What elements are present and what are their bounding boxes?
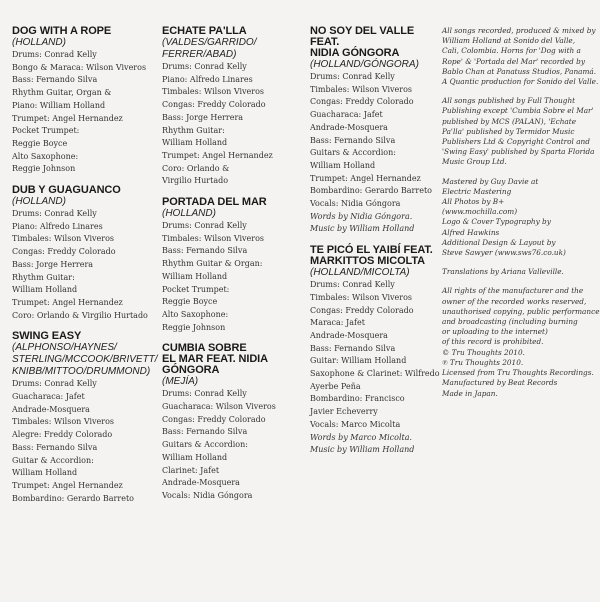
credit-line: Alegre: Freddy Colorado xyxy=(12,430,113,440)
credits-column-2 xyxy=(162,26,302,512)
credit-line: Guacharaca: Jafet xyxy=(12,392,85,402)
credit-line: Drums: Conrad Kelly xyxy=(12,379,97,389)
track-composer: (HOLLAND) xyxy=(12,37,66,48)
track-title: PORTADA DEL MAR xyxy=(162,196,267,209)
track-title: NO SOY DEL VALLE FEAT. xyxy=(310,25,415,48)
credit-line: Rhythm Guitar & Organ: xyxy=(162,259,263,269)
track-title: ECHATE PA'LLA xyxy=(162,25,247,37)
track-no-soy-del-valle xyxy=(310,26,436,236)
track-composer: FERRER/ABAD) xyxy=(162,49,237,60)
credit-line: Andrade-Mosquera xyxy=(310,330,388,340)
note-line: (www.mochilla.com) xyxy=(442,207,518,217)
credit-line: Congas: Freddy Colorado xyxy=(12,247,116,257)
credit-line: William Holland xyxy=(162,271,228,281)
track-title: CUMBIA SOBRE xyxy=(162,342,247,355)
note-line: Manufactured by Beat Records xyxy=(442,378,558,388)
credit-line: Bongo & Maraca: Wilson Viveros xyxy=(12,62,147,72)
note-line: Publishing except 'Cumbia Sobre el Mar' xyxy=(442,106,594,116)
credit-line: Bass: Fernando Silva xyxy=(12,75,98,85)
credit-line: Bombardino: Gerardo Barreto xyxy=(310,186,432,196)
credit-line: Trumpet: Angel Hernandez xyxy=(310,173,421,183)
rights-note xyxy=(442,286,598,398)
note-line: Steve Sawyer (www.sws76.co.uk) xyxy=(442,248,566,258)
note-line: All songs recorded, produced & mixed by xyxy=(442,26,596,35)
note-line: Pa'lla' published by Termidor Music xyxy=(442,126,575,136)
credit-line: Coro: Orlando & Virgilio Hurtado xyxy=(12,310,148,320)
note-line: of this record is prohibited. xyxy=(442,337,544,347)
note-line: unauthorised copying, public performance xyxy=(442,306,600,316)
track-portada-del-mar xyxy=(162,197,302,334)
credit-line: Drums: Conrad Kelly xyxy=(162,389,247,399)
credit-line: Bombardino: Gerardo Barreto xyxy=(12,493,134,503)
track-cumbia-sobre-el-mar xyxy=(162,343,302,502)
songwriting-credit: Words by Marco Micolta. xyxy=(310,432,413,442)
credit-line: Bass: Fernando Silva xyxy=(12,442,98,452)
credit-line: Guitar: William Holland xyxy=(310,356,407,366)
credit-line: Guitars & Accordion: xyxy=(310,148,396,158)
note-line: or uploading to the internet) xyxy=(442,327,548,337)
note-line: All rights of the manufacturer and the xyxy=(442,286,584,296)
credit-line: Guacharaca: Jafet xyxy=(310,110,383,120)
credit-line: Reggie Boyce xyxy=(12,138,68,148)
track-title: DUB Y GUAGUANCO xyxy=(12,184,121,197)
note-line: Additional Design & Layout by xyxy=(442,237,556,247)
credits-column-3 xyxy=(310,25,440,466)
credit-line: Pocket Trumpet: xyxy=(12,126,80,136)
credit-line: Bass: Fernando Silva xyxy=(310,343,396,353)
track-composer: (HOLLAND) xyxy=(12,196,66,208)
credit-line: Piano: Alfredo Linares xyxy=(162,74,253,84)
note-line: Translations by Ariana Valleville. xyxy=(442,267,564,277)
note-line: William Holland at Sonido del Valle, xyxy=(442,36,576,46)
credit-line: Guitar & Accordion: xyxy=(12,455,94,465)
credit-line: Guacharaca: Wilson Viveros xyxy=(162,402,276,412)
credit-line: William Holland xyxy=(162,138,228,148)
songwriting-credit: Music by William Holland xyxy=(310,224,415,234)
track-composer: (HOLLAND/GÓNGORA) xyxy=(310,59,419,70)
credit-line: Alto Saxophone: xyxy=(162,309,229,319)
track-te-pico-el-yaibi xyxy=(310,244,440,457)
note-line: Logo & Cover Typography by xyxy=(442,217,551,227)
production-notes-column xyxy=(442,26,598,408)
credit-line: Piano: William Holland xyxy=(12,100,106,110)
track-composer: (ALPHONSO/HAYNES/ xyxy=(12,342,117,354)
credit-line: Coro: Orlando & xyxy=(162,163,230,173)
track-title: DOG WITH A ROPE xyxy=(12,25,112,37)
credit-line: Virgilio Hurtado xyxy=(162,176,229,186)
credit-line: Drums: Conrad Kelly xyxy=(162,221,247,231)
credit-line: Ayerbe Peña xyxy=(310,381,361,391)
note-line: Publishers Ltd & Copyright Control and xyxy=(442,137,590,147)
credit-line: Maraca: Jafet xyxy=(310,318,365,328)
credit-line: Bass: Fernando Silva xyxy=(162,246,248,256)
credit-line: Rhythm Guitar: xyxy=(12,272,75,282)
credit-line: Bass: Fernando Silva xyxy=(162,427,248,437)
note-line: Music Group Ltd. xyxy=(442,157,507,167)
credit-line: Saxophone & Clarinet: Wilfredo xyxy=(310,369,440,379)
credit-line: Reggie Johnson xyxy=(162,322,226,332)
credit-line: William Holland xyxy=(310,160,376,170)
credit-line: Vocals: Nidia Góngora xyxy=(310,199,401,209)
credit-line: Drums: Conrad Kelly xyxy=(12,50,97,59)
note-line: All songs published by Full Thought xyxy=(442,96,576,106)
note-line: Electric Mastering xyxy=(442,186,512,196)
note-line: Cali, Colombia. Horns for 'Dog with a xyxy=(442,46,581,56)
note-line: published by MCS (PALAN), 'Echate xyxy=(442,116,577,126)
note-line: and broadcasting (including burning xyxy=(442,317,578,327)
publishing-note xyxy=(442,96,598,167)
credit-line: William Holland xyxy=(12,285,78,295)
track-echate-palla xyxy=(162,26,302,188)
credit-line: Trumpet: Angel Hernandez xyxy=(12,113,123,123)
credit-line: Rhythm Guitar, Organ & xyxy=(12,88,112,98)
credit-line: Rhythm Guitar: xyxy=(162,125,225,135)
note-line: 'Swing Easy' published by Sparta Florida xyxy=(442,147,595,157)
translations-note xyxy=(442,267,598,277)
credit-line: Timbales: Wilson Viveros xyxy=(12,417,115,427)
credit-line: William Holland xyxy=(162,452,228,462)
credit-line: Congas: Freddy Colorado xyxy=(310,97,414,107)
track-swing-easy xyxy=(12,330,158,505)
credit-line: Timbales: Wilson Viveros xyxy=(12,234,115,244)
credit-line: Trumpet: Angel Hernandez xyxy=(12,480,123,490)
credit-line: Reggie Johnson xyxy=(12,164,76,174)
track-title: SWING EASY xyxy=(12,330,82,343)
design-credits-note xyxy=(442,177,598,259)
track-dog-with-a-rope xyxy=(12,26,152,176)
note-line: Bablo Chan at Panatuss Studios, Panamá. xyxy=(442,66,597,76)
credit-line: Vocals: Nidia Góngora xyxy=(162,490,253,500)
credit-line: Guitars & Accordion: xyxy=(162,440,248,450)
credit-line: Clarinet: Jafet xyxy=(162,465,220,475)
note-line: Licensed from Tru Thoughts Recordings. xyxy=(442,368,594,378)
note-line: Alfred Hawkins xyxy=(442,227,500,237)
credit-line: Trumpet: Angel Hernandez xyxy=(162,150,273,160)
note-line: © Tru Thoughts 2010. xyxy=(442,347,525,357)
credit-line: Reggie Boyce xyxy=(162,297,218,307)
track-composer: (HOLLAND/MICOLTA) xyxy=(310,267,410,279)
track-composer: (HOLLAND) xyxy=(162,208,216,220)
credit-line: Bass: Fernando Silva xyxy=(310,135,396,145)
credit-line: Timbales: Wilson Viveros xyxy=(162,87,265,97)
credit-line: Congas: Freddy Colorado xyxy=(310,305,414,315)
credit-line: Bass: Jorge Herrera xyxy=(162,112,244,122)
credit-line: Drums: Conrad Kelly xyxy=(310,280,395,290)
credit-line: Timbales: Wilson Viveros xyxy=(310,292,413,302)
recording-note xyxy=(442,26,598,87)
credit-line: Drums: Conrad Kelly xyxy=(310,72,395,81)
credit-line: William Holland xyxy=(12,468,78,478)
track-title: MARKITTOS MICOLTA xyxy=(310,255,426,268)
note-line: owner of the recorded works reserved, xyxy=(442,296,587,306)
credit-line: Piano: Alfredo Linares xyxy=(12,221,103,231)
track-composer: (VALDES/GARRIDO/ xyxy=(162,37,257,48)
credit-line: Congas: Freddy Colorado xyxy=(162,414,266,424)
track-title: NIDIA GÓNGORA xyxy=(310,47,400,59)
credit-line: Timbales: Wilson Viveros xyxy=(310,84,413,94)
credit-line: Pocket Trumpet: xyxy=(162,284,230,294)
credit-line: Drums: Conrad Kelly xyxy=(12,209,97,219)
note-line: Made in Japan. xyxy=(442,388,498,398)
credit-line: Andrade-Mosquera xyxy=(12,404,90,414)
track-title: GÓNGORA xyxy=(162,364,220,377)
credit-line: Drums: Conrad Kelly xyxy=(162,62,247,71)
track-title: TE PICÓ EL YAIBÍ FEAT. xyxy=(310,244,433,257)
track-composer: KNIBB/MITTOO/DRUMMOND) xyxy=(12,366,151,378)
credit-line: Javier Echeverry xyxy=(310,407,378,417)
note-line: Mastered by Guy Davie at xyxy=(442,176,539,186)
credit-line: Timbales: Wilson Viveros xyxy=(162,233,265,243)
note-line: ℗ Tru Thoughts 2010. xyxy=(442,357,524,367)
track-composer: (MEJÍA) xyxy=(162,376,199,388)
track-composer: STERLING/MCCOOK/BRIVETT/ xyxy=(12,354,158,366)
credit-line: Vocals: Marco Micolta xyxy=(310,419,401,429)
credit-line: Bombardino: Francisco xyxy=(310,394,405,404)
note-line: Rope' & 'Portada del Mar' recorded by xyxy=(442,56,585,66)
credit-line: Andrade-Mosquera xyxy=(310,122,388,132)
note-line: A Quantic production for Sonido del Valle. xyxy=(442,77,599,87)
songwriting-credit: Words by Nidia Góngora. xyxy=(310,211,413,221)
note-line: All Photos by B+ xyxy=(442,197,505,207)
track-title: EL MAR FEAT. NIDIA xyxy=(162,353,268,366)
credit-line: Alto Saxophone: xyxy=(12,151,79,161)
credit-line: Congas: Freddy Colorado xyxy=(162,100,266,110)
songwriting-credit: Music by William Holland xyxy=(310,445,415,455)
credits-column-1 xyxy=(12,25,158,514)
credit-line: Trumpet: Angel Hernandez xyxy=(12,297,123,307)
track-dub-y-guaguanco xyxy=(12,185,152,322)
credit-line: Bass: Jorge Herrera xyxy=(12,259,94,269)
credit-line: Andrade-Mosquera xyxy=(162,478,240,488)
